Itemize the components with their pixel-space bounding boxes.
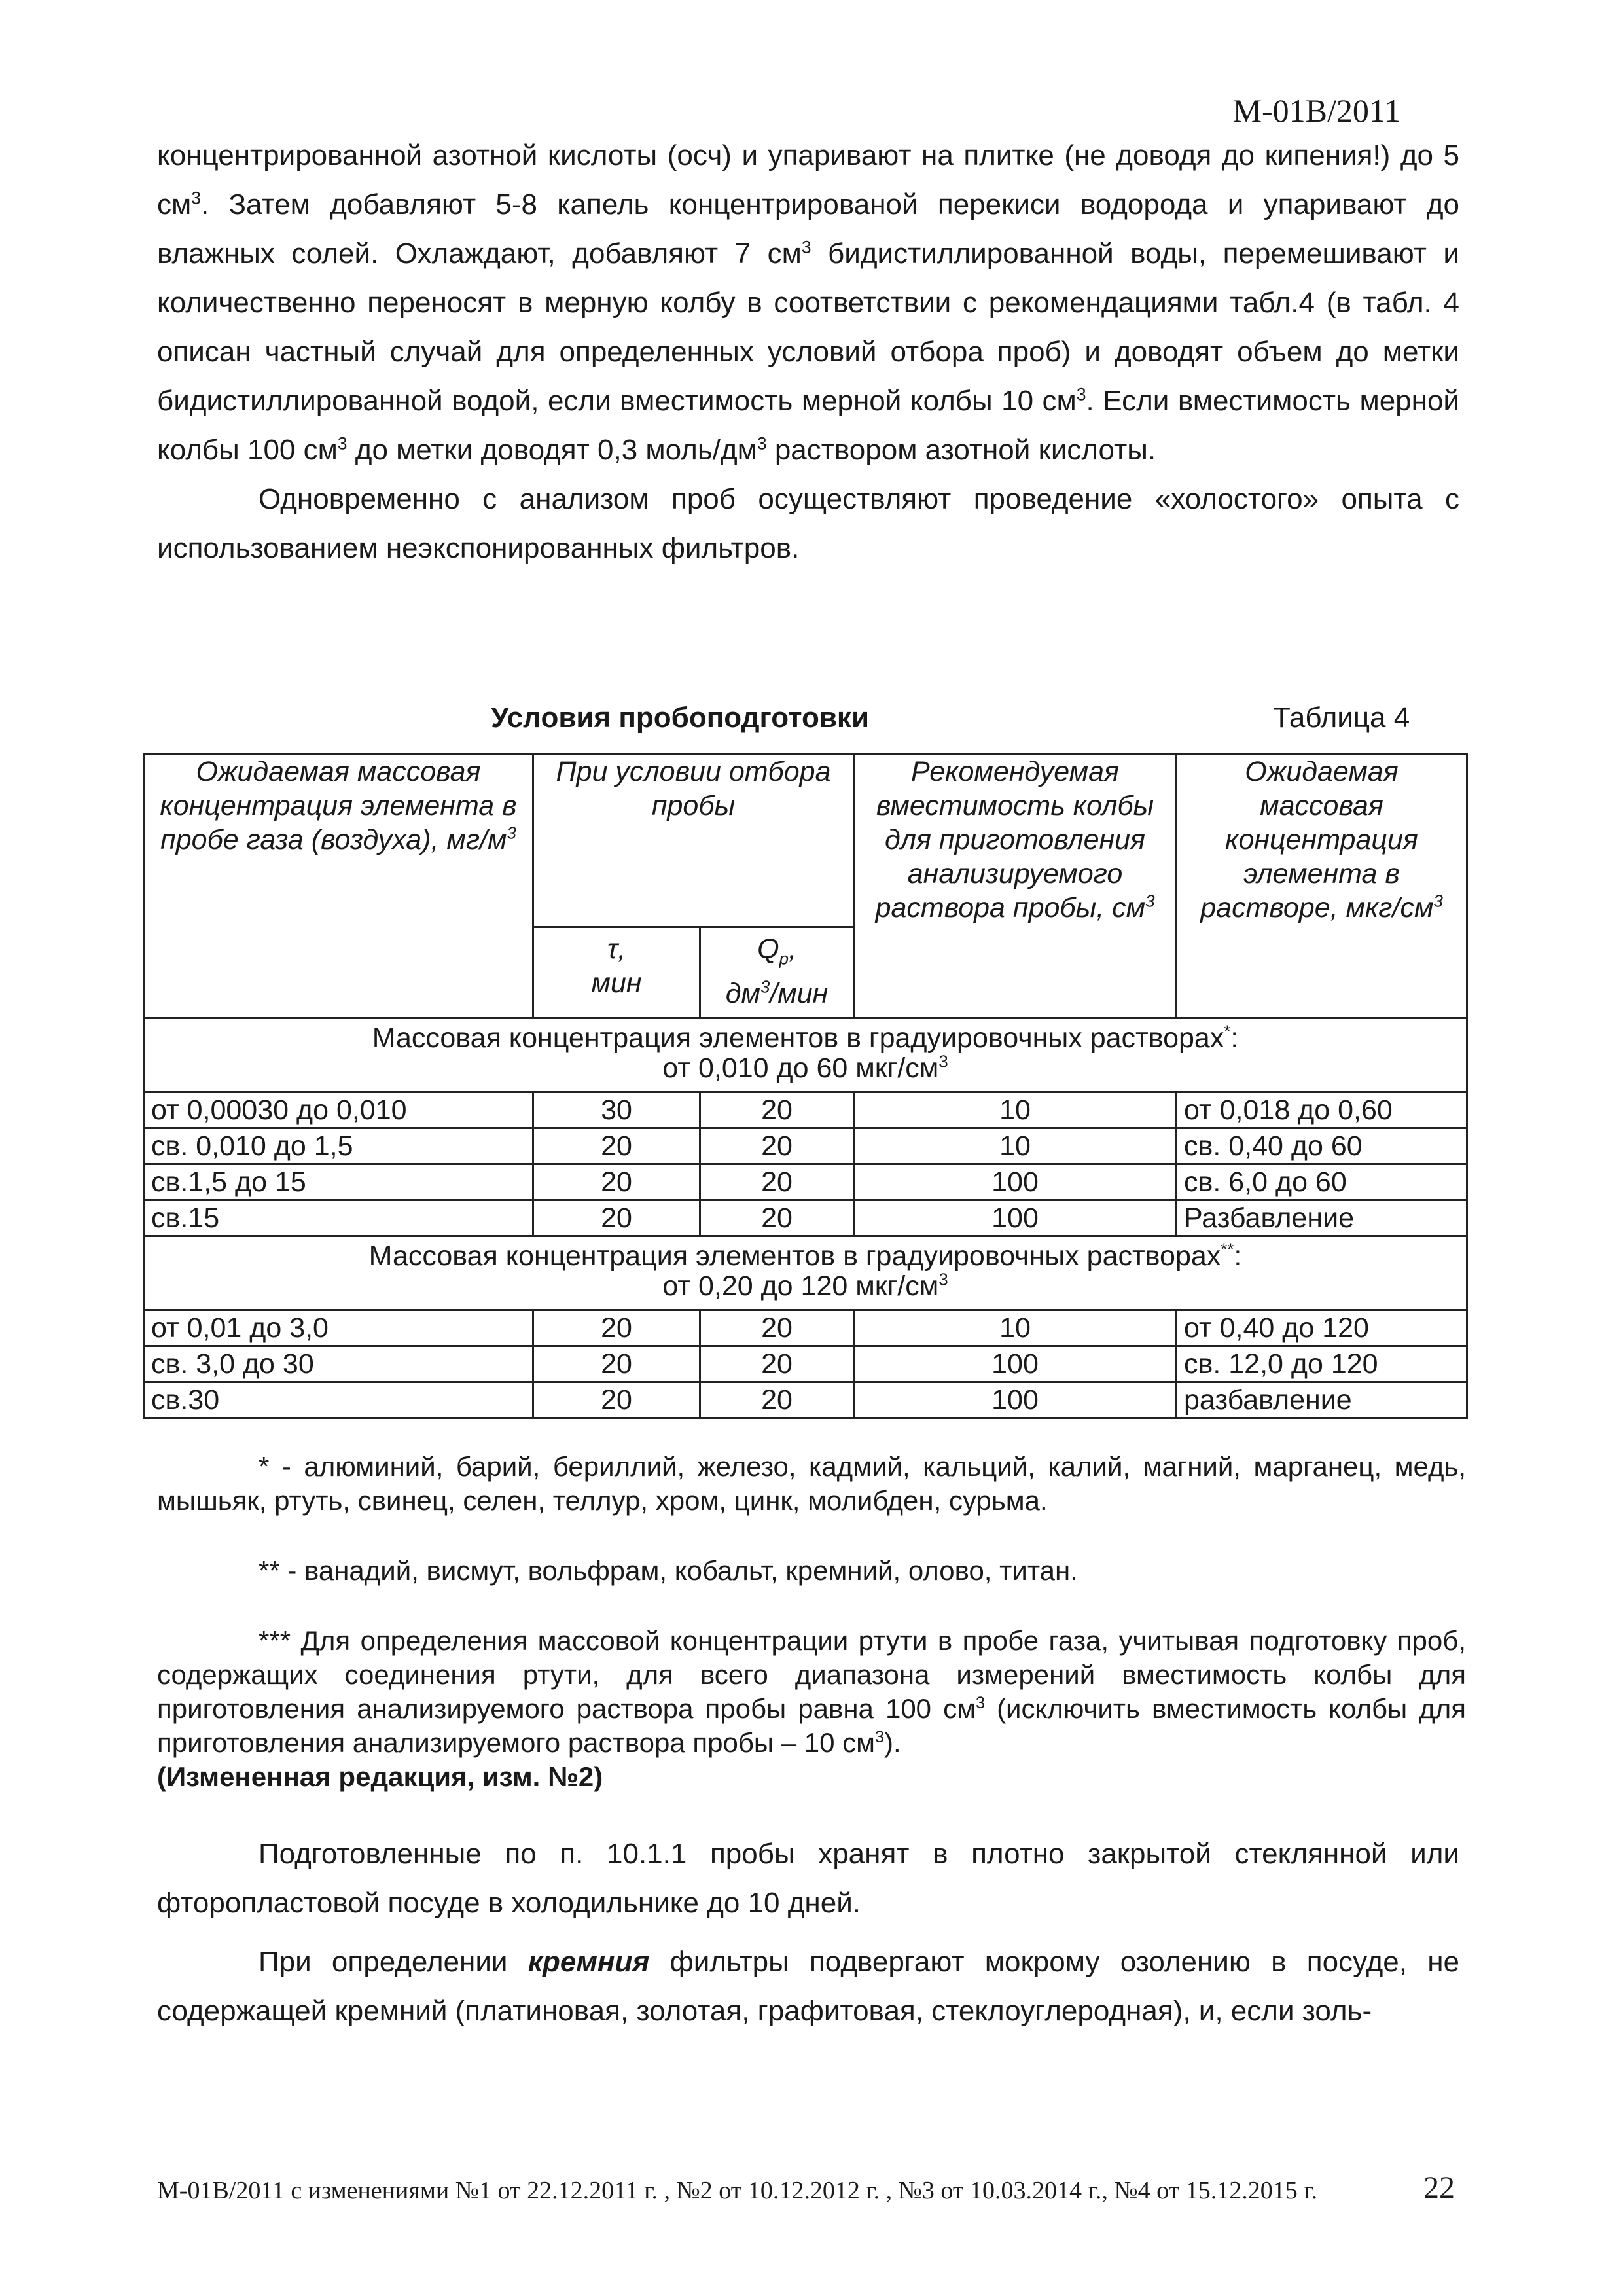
cell-gas-concentration: св.30 <box>144 1382 533 1418</box>
cell-time: 20 <box>533 1200 700 1236</box>
intro-text <box>157 131 1459 573</box>
paragraph-4: При определении кремния фильтры подвергают мокрому озолению в посуде, не содержащей кремний (платиновая, золотая, графитовая, стеклоуглеродная), и, если золь- <box>157 1946 1459 2027</box>
table-row <box>144 1346 1467 1382</box>
footnote-3: *** Для определения массовой концентрации ртути в пробе газа, учитывая подготовку проб, содержащих соединения ртути, для всего диапазона измерений вместимость колбы для приготовления анализируемого раствора пробы равна 100 $см^3$ (исключить вместимость колбы для приготовления анализируемого раствора пробы – 10 $см^3$). <box>157 1625 1467 1758</box>
document-code: М-01В/2011 <box>1232 92 1400 129</box>
paragraph-3: Подготовленные по п. 10.1.1 пробы хранят в плотно закрытой стеклянной или фторопластовой посуде в холодильнике до 10 дней. <box>157 1838 1459 1919</box>
footnote-2: ** - ванадий, висмут, вольфрам, кобальт, кремний, олово, титан. <box>259 1555 1078 1586</box>
cell-flask-volume: 10 <box>854 1092 1177 1128</box>
cell-flow-rate: 20 <box>700 1128 854 1164</box>
table-number: Таблица 4 <box>1273 702 1410 734</box>
table-row <box>144 1092 1467 1128</box>
table-row <box>144 1310 1467 1346</box>
revision-note: (Измененная редакция, изм. №2) <box>157 1761 603 1792</box>
table-row <box>144 1382 1467 1418</box>
cell-solution-concentration: св. 0,40 до 60 <box>1177 1128 1467 1164</box>
page-footer: М-01В/2011 с изменениями №1 от 22.12.2011 г. , №2 от 10.12.2012 г. , №3 от 10.03.2014 г., №4 от 15.12.2015 г. <box>157 2177 1317 2204</box>
table-row <box>144 1128 1467 1164</box>
header-sampling-conditions: При условии отбора пробы <box>533 754 854 927</box>
cell-flask-volume: 100 <box>854 1200 1177 1236</box>
header-flask-volume: Рекомендуемая вместимость колбы для приготовления анализируемого раствора пробы, $см^3$ <box>854 754 1177 1018</box>
header-time: τ, мин <box>533 927 700 1018</box>
closing-text <box>157 1829 1459 2036</box>
cell-gas-concentration: от 0,01 до 3,0 <box>144 1310 533 1346</box>
cell-flask-volume: 100 <box>854 1164 1177 1200</box>
cell-flow-rate: 20 <box>700 1346 854 1382</box>
table-title: Условия пробоподготовки <box>491 702 869 734</box>
cell-gas-concentration: от 0,00030 до 0,010 <box>144 1092 533 1128</box>
cell-flow-rate: 20 <box>700 1200 854 1236</box>
cell-solution-concentration: св. 6,0 до 60 <box>1177 1164 1467 1200</box>
cell-gas-concentration: св. 0,010 до 1,5 <box>144 1128 533 1164</box>
paragraph-1: концентрированной азотной кислоты (осч) и упаривают на плитке (не доводя до кипения!) до 5 $см^3$. Затем добавляют 5-8 капель концентрированой перекиси водорода и упаривают до влажных солей. Охлаждают, добавляют 7 $см^3$ бидистиллированной воды, перемешивают и количественно переносят в мерную колбу в соответствии с рекомендациями табл.4 (в табл. 4 описан частный случай для определенных условий отбора проб) и доводят объем до метки бидистиллированной водой, если вместимость мерной колбы 10 $см^3$. Если вместимость мерной колбы 100 $см^3$ до метки доводят 0,3 моль/$дм^3$ раствором азотной кислоты. <box>157 139 1460 466</box>
header-expected-solution-concentration: Ожидаемая массовая концентрация элемента в растворе, мкг/$см^3$ <box>1177 754 1467 1018</box>
cell-time: 20 <box>533 1346 700 1382</box>
table-row <box>144 1200 1467 1236</box>
cell-solution-concentration: разбавление <box>1177 1382 1467 1418</box>
cell-flask-volume: 10 <box>854 1310 1177 1346</box>
cell-gas-concentration: св.1,5 до 15 <box>144 1164 533 1200</box>
cell-flow-rate: 20 <box>700 1092 854 1128</box>
cell-time: 20 <box>533 1310 700 1346</box>
cell-time: 20 <box>533 1164 700 1200</box>
cell-solution-concentration: от 0,40 до 120 <box>1177 1310 1467 1346</box>
sample-prep-table <box>143 753 1468 1419</box>
cell-time: 20 <box>533 1128 700 1164</box>
cell-flask-volume: 100 <box>854 1382 1177 1418</box>
cell-flask-volume: 100 <box>854 1346 1177 1382</box>
table-row <box>144 1164 1467 1200</box>
cell-time: 30 <box>533 1092 700 1128</box>
footnotes <box>157 1450 1466 1794</box>
cell-flow-rate: 20 <box>700 1310 854 1346</box>
cell-time: 20 <box>533 1382 700 1418</box>
cell-solution-concentration: Разбавление <box>1177 1200 1467 1236</box>
cell-flow-rate: 20 <box>700 1164 854 1200</box>
header-expected-gas-concentration: Ожидаемая массовая концентрация элемента в пробе газа (воздуха), $мг/м^3$ <box>144 754 533 1018</box>
cell-flask-volume: 10 <box>854 1128 1177 1164</box>
cell-solution-concentration: от 0,018 до 0,60 <box>1177 1092 1467 1128</box>
cell-gas-concentration: св. 3,0 до 30 <box>144 1346 533 1382</box>
group-1-heading: Массовая концентрация элементов в градуировочных растворах*: от 0,010 до 60 мкг/$см^3$ <box>144 1018 1467 1092</box>
cell-solution-concentration: св. 12,0 до 120 <box>1177 1346 1467 1382</box>
page-number: 22 <box>1423 2170 1455 2205</box>
footnote-1: * - алюминий, барий, бериллий, железо, кадмий, кальций, калий, магний, марганец, медь, мышьяк, ртуть, свинец, селен, теллур, хром, цинк, молибден, сурьма. <box>157 1451 1466 1516</box>
header-flow-rate: $Q_р$, $дм^3$/мин <box>700 927 854 1018</box>
paragraph-2: Одновременно с анализом проб осуществляют проведение «холостого» опыта с использованием неэкспонированных фильтров. <box>157 483 1459 564</box>
cell-gas-concentration: св.15 <box>144 1200 533 1236</box>
cell-flow-rate: 20 <box>700 1382 854 1418</box>
group-2-heading: Массовая концентрация элементов в градуировочных растворах**: от 0,20 до 120 мкг/$см^3$ <box>144 1236 1467 1310</box>
